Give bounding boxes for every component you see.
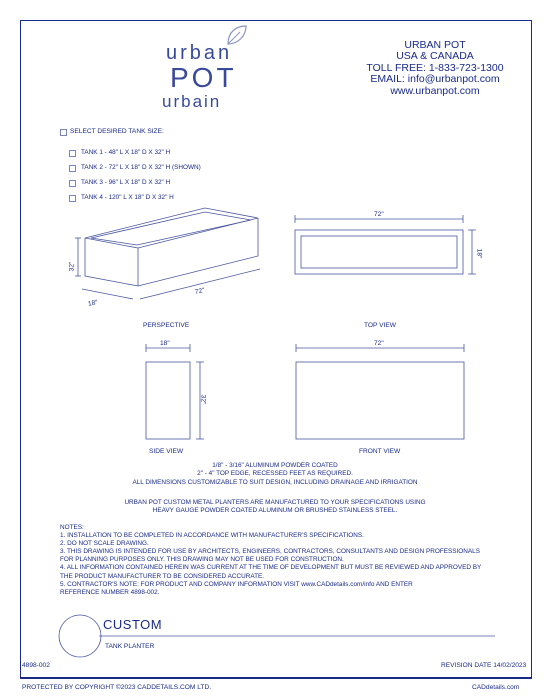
- spec-line-3: ALL DIMENSIONS CUSTOMIZABLE TO SUIT DESIGN, INCLUDING DRAINAGE AND IRRIGATION: [132, 478, 418, 486]
- note-line: FOR PLANNING PURPOSES ONLY. THIS DRAWING MAY NOT BE USED FOR CONSTRUCTION.: [60, 556, 344, 564]
- caddetails-link[interactable]: CADdetails.com: [472, 684, 520, 691]
- notes-heading: NOTES:: [60, 524, 84, 531]
- top-view-title: TOP VIEW: [364, 322, 396, 329]
- company-website: www.urbanpot.com: [390, 84, 480, 97]
- perspective-length-label: 72": [194, 286, 206, 297]
- note-line: 5. CONTRACTOR'S NOTE: FOR PRODUCT AND COMPANY INFORMATION VISIT www.CADdetails.com/info AND ENTER: [60, 580, 413, 588]
- notes-block: [60, 524, 481, 597]
- top-view-depth-label: 18": [475, 248, 483, 259]
- reference-number: 4898-002: [22, 662, 50, 669]
- revision-date: REVISION DATE 14/02/2023: [441, 662, 527, 669]
- perspective-drawing: [75, 208, 260, 299]
- logo-text-pot: POT: [170, 62, 237, 93]
- custom-statement-line-2: HEAVY GAUGE POWDER COATED ALUMINUM OR BRUSHED STAINLESS STEEL.: [152, 507, 398, 515]
- company-name: URBAN POT: [404, 39, 466, 51]
- tank-size-heading: SELECT DESIRED TANK SIZE:: [70, 128, 164, 135]
- note-line: 1. INSTALLATION TO BE COMPLETED IN ACCORDANCE WITH MANUFACTURER'S SPECIFICATIONS.: [60, 532, 364, 540]
- top-view-drawing: [295, 215, 476, 274]
- side-view-height-label: 32": [199, 394, 207, 405]
- front-view-title: FRONT VIEW: [359, 448, 401, 455]
- spec-line-1: 1/8" - 3/16" ALUMINUM POWDER COATED: [212, 462, 338, 469]
- company-email: EMAIL: info@urbanpot.com: [370, 73, 500, 86]
- side-view-drawing: [146, 344, 207, 439]
- front-view-drawing: [296, 344, 464, 439]
- front-view-length-label: 72": [374, 340, 384, 347]
- note-line: 4. ALL INFORMATION CONTAINED HEREIN WAS CURRENT AT THE TIME OF DEVELOPMENT BUT MUST BE REVIEWED AND APPROVED BY: [60, 564, 482, 572]
- note-line: REFERENCE NUMBER 4898-002.: [60, 588, 160, 596]
- specs-block: [0, 462, 550, 487]
- tank-option-3-label: TANK 3 - 96" L X 18" D X 32" H: [81, 179, 171, 186]
- tank-option-4-label: TANK 4 - 120" L X 18" D X 32" H: [81, 194, 174, 201]
- top-view-length-label: 72": [374, 211, 384, 218]
- logo-text-urban: urban: [166, 42, 233, 64]
- company-region: USA & CANADA: [396, 50, 474, 63]
- side-view-depth-label: 18": [160, 340, 170, 347]
- spec-line-2: 2" - 4" TOP EDGE, RECESSED FEET AS REQUIRED.: [197, 470, 353, 478]
- perspective-depth-label: 18": [87, 299, 99, 308]
- note-line: 3. THIS DRAWING IS INTENDED FOR USE BY ARCHITECTS, ENGINEERS, CONTRACTORS, CONSULTANTS AND DESIGN PROFESSIONALS: [60, 548, 480, 556]
- tank-option-2-label: TANK 2 - 72" L X 18" D X 32" H (SHOWN): [81, 164, 201, 171]
- perspective-title: PERSPECTIVE: [143, 322, 190, 329]
- copyright-text: PROTECTED BY COPYRIGHT ©2023 CADDETAILS.COM LTD.: [22, 684, 212, 691]
- custom-statement-line-1: URBAN POT CUSTOM METAL PLANTERS ARE MANUFACTURED TO YOUR SPECIFICATIONS USING: [124, 499, 426, 506]
- title-circle: [59, 615, 101, 657]
- note-line: 2. DO NOT SCALE DRAWING.: [60, 540, 149, 548]
- drawing-title: CUSTOM: [103, 617, 163, 632]
- company-phone: TOLL FREE: 1-833-723-1300: [366, 61, 504, 74]
- note-line: THE PRODUCT MANUFACTURER TO BE CONSIDERED ACCURATE.: [60, 572, 265, 580]
- footer-divider: [20, 678, 532, 679]
- custom-statement: [0, 499, 550, 516]
- tank-option-1-label: TANK 1 - 48" L X 18" D X 32" H: [81, 149, 171, 156]
- logo-text-urbain: urbain: [162, 92, 222, 111]
- perspective-height-label: 32": [68, 261, 76, 272]
- side-view-title: SIDE VIEW: [149, 448, 184, 455]
- drawing-subtitle: TANK PLANTER: [105, 643, 155, 650]
